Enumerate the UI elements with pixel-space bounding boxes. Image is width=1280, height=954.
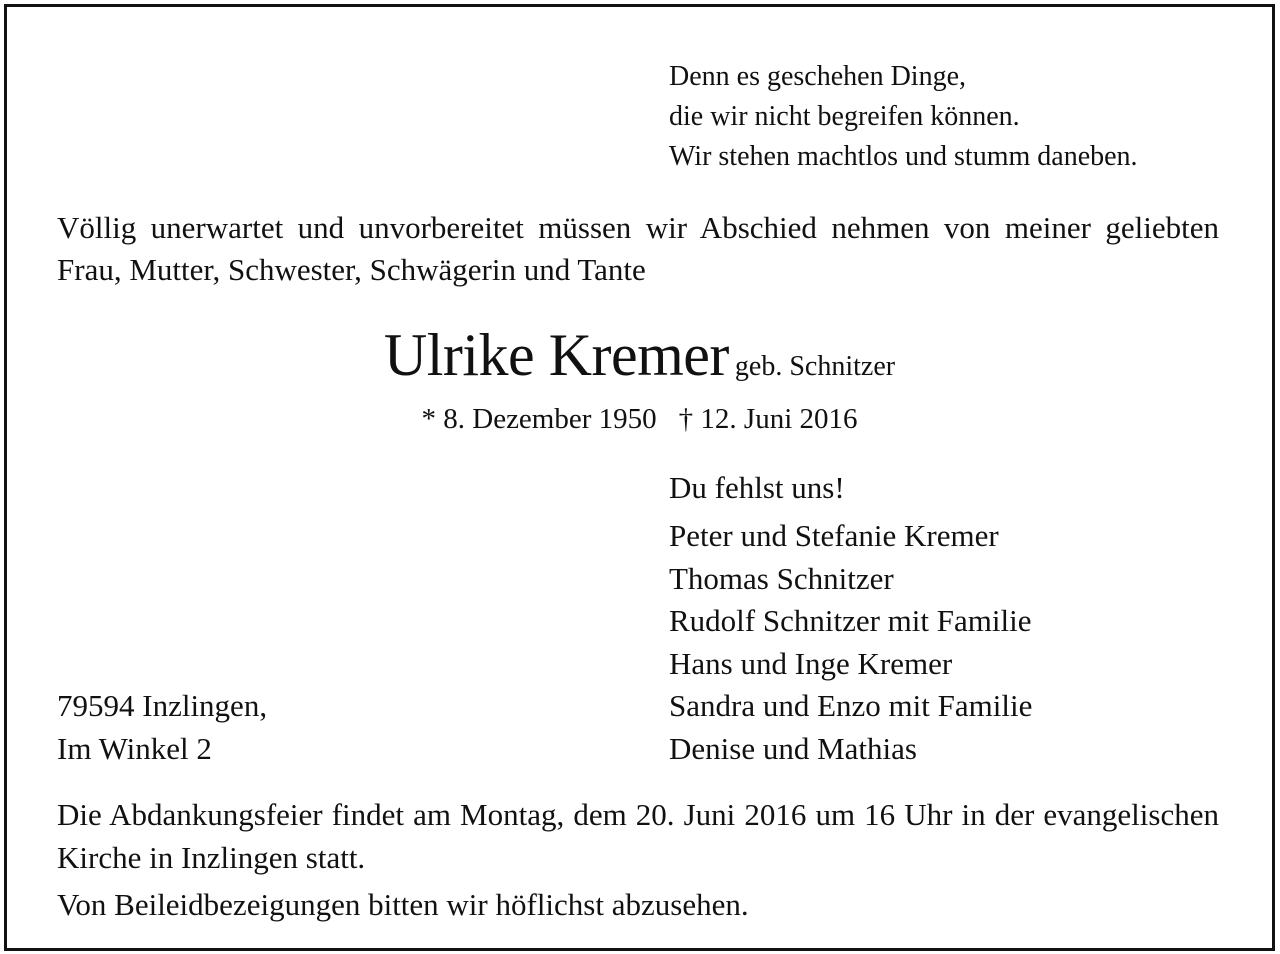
mourners-list — [669, 515, 1032, 770]
life-dates — [7, 399, 1272, 439]
motto-line: die wir nicht begreifen können. — [669, 101, 1020, 132]
mourner-entry: Denise und Mathias — [669, 730, 917, 766]
mourner-entry: Thomas Schnitzer — [669, 560, 894, 596]
mourner-entry: Hans und Inge Kremer — [669, 645, 953, 681]
address-block — [57, 685, 267, 770]
death-date: † 12. Juni 2016 — [678, 403, 858, 435]
address-street: Im Winkel 2 — [57, 730, 212, 766]
family-heading: Du fehlst uns! — [669, 470, 845, 505]
ceremony-text: Die Abdankungsfeier findet am Montag, dem 20. Juni 2016 um 16 Uhr in der evangelischen Kirche in Inzlingen statt. — [57, 797, 1219, 875]
deceased-name-line — [7, 319, 1272, 391]
obituary-notice — [4, 4, 1275, 951]
intro-text: Völlig unerwartet und unvorbereitet müssen wir Abschied nehmen von meiner geliebten Frau, Mutter, Schwester, Schwägerin und Tante — [57, 210, 1219, 287]
birth-date: * 8. Dezember 1950 — [421, 403, 657, 435]
mourner-entry: Sandra und Enzo mit Familie — [669, 688, 1033, 723]
mourner-entry: Peter und Stefanie Kremer — [669, 518, 999, 553]
address-city: 79594 Inzlingen, — [57, 688, 268, 723]
motto-verse — [669, 57, 1138, 177]
maiden-name: geb. Schnitzer — [734, 351, 896, 382]
motto-line: Wir stehen machtlos und stumm daneben. — [669, 141, 1138, 172]
mourner-entry: Rudolf Schnitzer mit Familie — [669, 603, 1032, 638]
motto-line: Denn es geschehen Dinge, — [669, 61, 967, 92]
condolence-note: Von Beileidbezeigungen bitten wir höflichst abzusehen. — [57, 887, 749, 922]
deceased-name: Ulrike Kremer — [383, 322, 729, 388]
